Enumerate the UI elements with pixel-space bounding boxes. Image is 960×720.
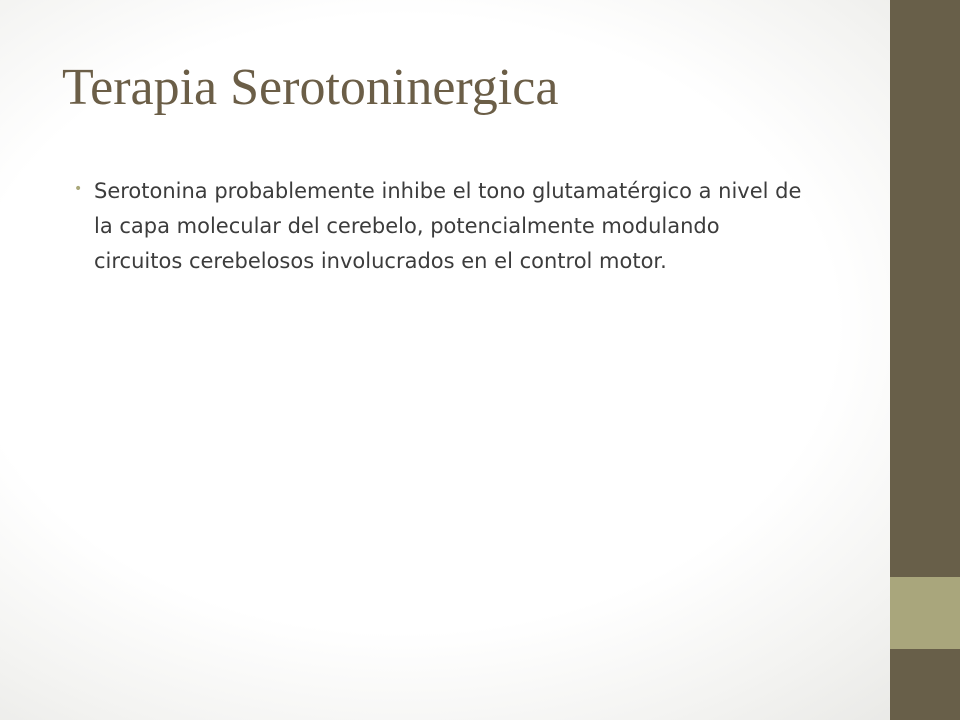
bullet-text: Serotonina probablemente inhibe el tono glutamatérgico a nivel de la capa molecular del cerebelo, potencialmente modulando circuitos cerebelosos involucrados en el control motor. bbox=[94, 179, 802, 273]
bullet-item bbox=[74, 174, 814, 279]
side-band-bottom bbox=[890, 649, 960, 720]
side-band-middle bbox=[890, 577, 960, 649]
bullet-icon: • bbox=[74, 181, 83, 197]
side-band-top bbox=[890, 0, 960, 577]
bullet-list bbox=[74, 174, 814, 279]
slide-title: Terapia Serotoninergica bbox=[62, 59, 559, 116]
